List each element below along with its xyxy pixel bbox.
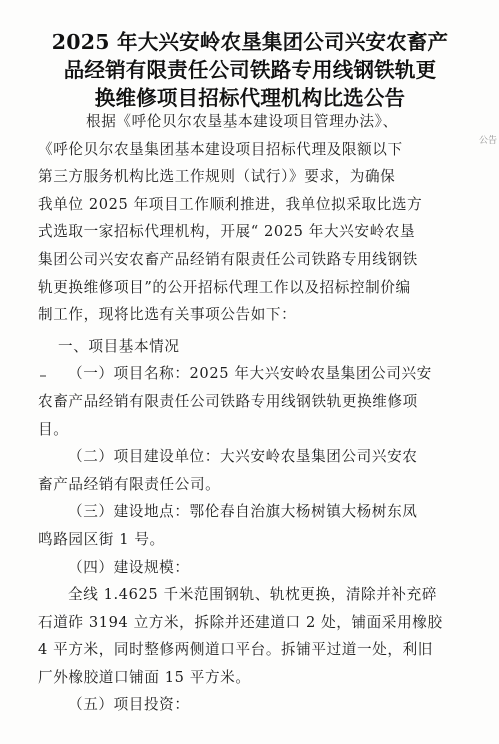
intro-paragraph bbox=[38, 108, 468, 329]
title-line: 2025 年大兴安岭农垦集团公司兴安农畜产 bbox=[51, 30, 449, 54]
item-scale bbox=[38, 581, 468, 691]
body-line: 畜产品经销有限责任公司。 bbox=[38, 475, 221, 493]
body-line: 全线 1.4625 千米范围钢轨、轨枕更换，清除并补充碎 bbox=[68, 586, 438, 604]
item-construction-unit bbox=[38, 443, 468, 498]
body-line: （三）建设地点：鄂伦春自治旗大杨树镇大杨树东凤 bbox=[68, 503, 418, 521]
item-scale-heading: （四）建设规模： bbox=[68, 558, 190, 576]
body-line: （一）项目名称：2025 年大兴安岭农垦集团公司兴安 bbox=[68, 365, 432, 383]
body-line: 目。 bbox=[38, 420, 69, 438]
item-project-name bbox=[38, 360, 468, 443]
section-heading: 一、项目基本情况 bbox=[58, 337, 180, 355]
item-location bbox=[38, 498, 468, 553]
title-line: 换维修项目招标代理机构比选公告 bbox=[94, 86, 406, 110]
body-line: 轨更换维修项目”的公开招标代理工作以及招标控制价编 bbox=[38, 278, 411, 296]
edge-mark: 公告 bbox=[478, 136, 497, 146]
body-line: 《呼伦贝尔农垦集团基本建设项目招标代理及限额以下 bbox=[38, 140, 403, 158]
scan-speck bbox=[40, 375, 46, 377]
body-line: 第三方服务机构比选工作规则（试行）》要求，为确保 bbox=[38, 168, 396, 186]
body-line: 4 平方米，同时整修两侧道口平台。拆铺平过道一处，利旧 bbox=[38, 641, 433, 659]
body-line: 鸣路园区街 1 号。 bbox=[38, 530, 165, 548]
body-line: 石道砟 3194 立方米，拆除并还建道口 2 处，铺面采用橡胶 bbox=[38, 613, 443, 631]
body-line: 根据《呼伦贝尔农垦基本建设项目管理办法》、 bbox=[86, 113, 398, 130]
body-line: 集团公司兴安农畜产品经销有限责任公司铁路专用线钢铁 bbox=[38, 250, 418, 268]
body-line: 农畜产品经销有限责任公司铁路专用线钢铁轨更换维修项 bbox=[38, 392, 418, 410]
body-line: 制工作，现将比选有关事项公告如下： bbox=[38, 306, 297, 324]
document-body bbox=[38, 108, 468, 719]
body-line: 厂外橡胶道口铺面 15 平方米。 bbox=[38, 668, 251, 686]
body-line: （二）项目建设单位：大兴安岭农垦集团公司兴安农 bbox=[68, 448, 418, 466]
body-line: 式选取一家招标代理机构，开展“ 2025 年大兴安岭农垦 bbox=[38, 223, 416, 241]
item-investment-heading: （五）项目投资： bbox=[68, 696, 190, 714]
title-line: 品经销有限责任公司铁路专用线钢铁轨更 bbox=[63, 58, 437, 82]
body-line: 我单位 2025 年项目工作顺利推进，我单位拟采取比选方 bbox=[38, 195, 423, 213]
document-title bbox=[30, 28, 470, 112]
